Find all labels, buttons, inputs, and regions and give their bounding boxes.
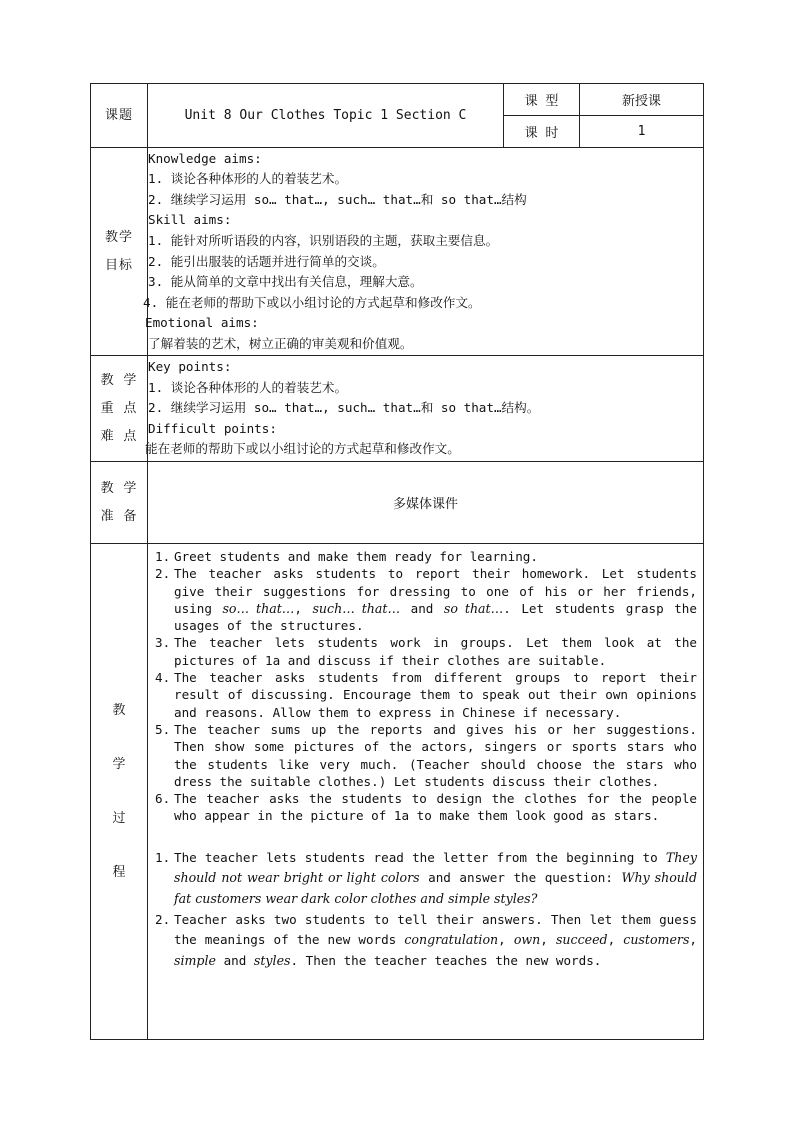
process-step: 2. Teacher asks two students to tell their answers. Then let them guess the meanings of the new words congratulation, own, succeed, customers, simple and styles. Then the teacher teaches the new words.: [155, 911, 698, 968]
objective-line: 1. 能针对所听语段的内容，识别语段的主题，获取主要信息。: [148, 232, 499, 248]
preparation-row: [91, 462, 704, 544]
process-step: 5. The teacher sums up the reports and gives his or her suggestions. Then show some pictures of the actors, singers or sports stars who the students like very much. (Teacher should choose the stars who dress the suitable clothes.) Let students discuss their clothes.: [155, 721, 697, 789]
objectives-content: [143, 148, 704, 356]
objective-line: 3. 能从简单的文章中找出有关信息，理解大意。: [148, 274, 423, 290]
type-label: 课 型: [504, 84, 580, 116]
header-row-1: [91, 84, 704, 116]
process-step: 1. Greet students and make them ready for learning.: [155, 549, 538, 564]
key-point-line: Key points:: [148, 359, 232, 375]
objective-line: Skill aims:: [148, 212, 232, 228]
process-label: 教 学 过 程: [91, 544, 148, 1040]
key-point-line: Difficult points:: [148, 420, 277, 436]
process-step: 4. The teacher asks students from different groups to report their result of discussing. Encourage them to speak out their own opinions and reasons. Allow them to express in Chinese if necessary.: [155, 670, 697, 720]
objective-line: Emotional aims:: [145, 315, 259, 331]
objectives-label: 教学 目标: [91, 148, 148, 356]
objectives-row: [91, 148, 704, 356]
process-step: 1. The teacher lets students read the letter from the beginning to They should not wear bright or light colors and answer the question: Why should fat customers wear dark color clothes and simple styles?: [155, 849, 698, 906]
key-points-content: [145, 356, 704, 462]
topic-label: 课题: [91, 84, 148, 148]
process-step: 3. The teacher lets students work in groups. Let them look at the pictures of 1a and discuss if their clothes are suitable.: [155, 635, 697, 668]
topic-title: Unit 8 Our Clothes Topic 1 Section C: [148, 84, 504, 148]
objective-line: 2. 继续学习运用 so… that…, such… that…和 so that…结构: [148, 191, 527, 207]
key-points-row: [91, 356, 704, 462]
lesson-plan-table: [90, 83, 704, 1040]
type-value: 新授课: [580, 84, 704, 116]
objective-line: 1. 谈论各种体形的人的着装艺术。: [148, 171, 348, 187]
objective-line: Knowledge aims:: [148, 150, 262, 166]
process-content: [148, 544, 704, 1040]
preparation-value: 多媒体课件: [148, 462, 704, 544]
process-steps-part1: [148, 544, 703, 827]
key-point-line: 1. 谈论各种体形的人的着装艺术。: [148, 379, 348, 395]
hours-value: 1: [580, 116, 704, 148]
objective-line: 2. 能引出服装的话题并进行简单的交谈。: [148, 253, 385, 269]
key-points-label: 教 学 重 点 难 点: [91, 356, 148, 462]
process-row: [91, 544, 704, 1040]
objective-line: 4. 能在老师的帮助下或以小组讨论的方式起草和修改作文。: [143, 294, 481, 310]
key-point-line: 2. 继续学习运用 so… that…, such… that…和 so that…结构。: [148, 400, 540, 416]
process-steps-part2: [148, 844, 703, 974]
process-step: 6. The teacher asks the students to design the clothes for the people who appear in the picture of 1a to make them look good as stars.: [155, 791, 697, 824]
objective-line: 了解着装的艺术，树立正确的审美观和价值观。: [148, 335, 413, 351]
preparation-label: 教 学 准 备: [91, 462, 148, 544]
process-step: 2. The teacher asks students to report their homework. Let students give their suggestions for dressing to one of his or her friends, using so… that…, such… that… and so that…. Let students grasp the usages of the structures.: [155, 566, 697, 634]
hours-label: 课 时: [504, 116, 580, 148]
key-point-line: 能在老师的帮助下或以小组讨论的方式起草和修改作文。: [145, 441, 460, 457]
